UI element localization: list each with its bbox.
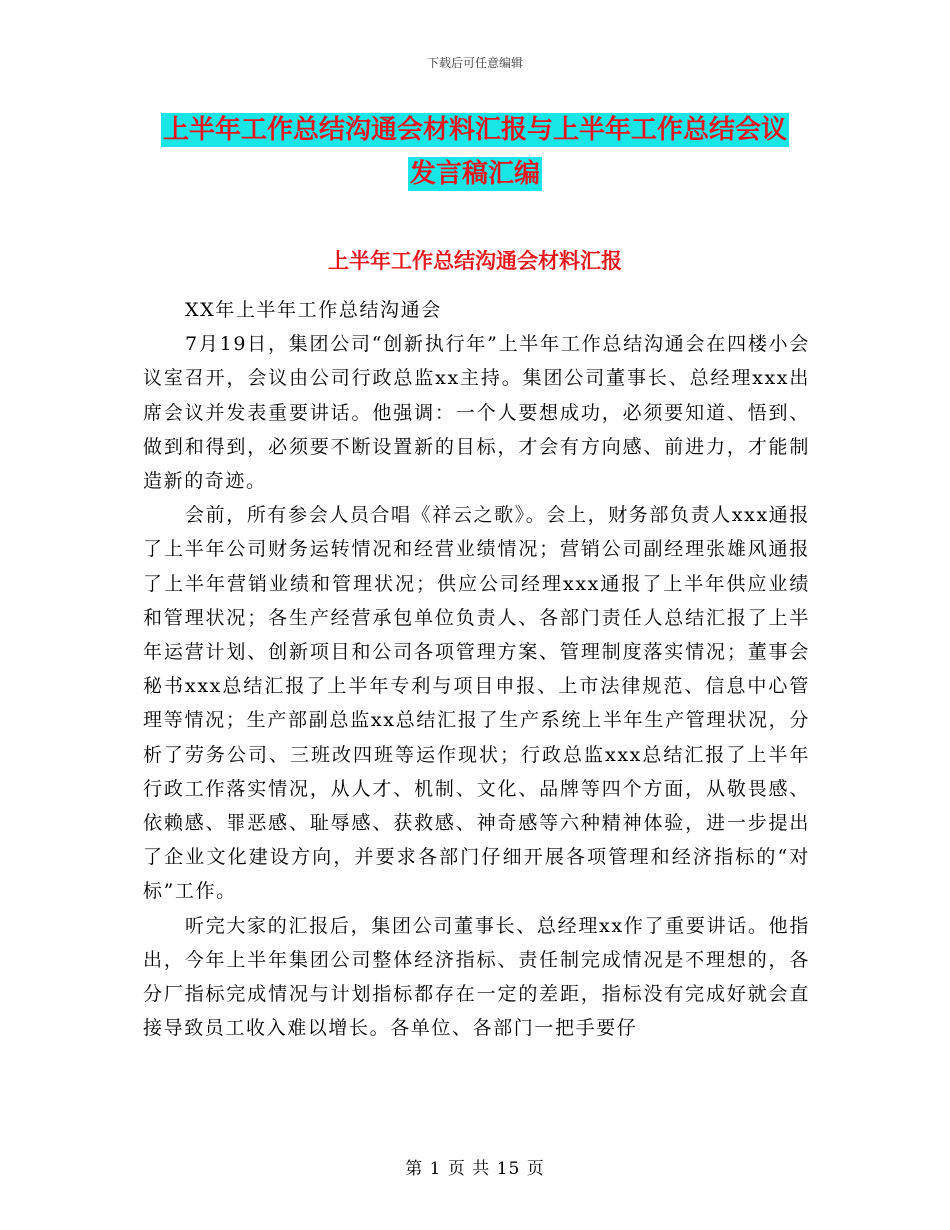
page-footer: 第 1 页 共 15 页 (405, 1159, 545, 1179)
document-title (150, 108, 800, 196)
document-body (143, 293, 810, 1045)
title-highlight: 上半年工作总结沟通会材料汇报与上半年工作总结会议发言稿汇编 (162, 115, 787, 189)
paragraph-subtitle: XX年上半年工作总结沟通会 (185, 299, 442, 321)
section-title: 上半年工作总结沟通会材料汇报 (328, 249, 622, 273)
header-note: 下载后可任意编辑 (426, 56, 523, 70)
paragraph: 7月19日，集团公司“创新执行年”上半年工作总结沟通会在四楼小会议室召开，会议由公司行政总监xx主持。集团公司董事长、总经理xxx出席会议并发表重要讲话。他强调：一个人要想成功，必须要知道、悟到、做到和得到，必须要不断设置新的目标，才会有方向感、前进力，才能制造新的奇迹。 (143, 333, 810, 493)
paragraph: 听完大家的汇报后，集团公司董事长、总经理xx作了重要讲话。他指出，今年上半年集团公司整体经济指标、责任制完成情况是不理想的，各分厂指标完成情况与计划指标都存在一定的差距，指标没有完成好就会直接导致员工收入难以增长。各单位、各部门一把手要仔 (143, 914, 810, 1040)
paragraph: 会前，所有参会人员合唱《祥云之歌》。会上，财务部负责人xxx通报了上半年公司财务运转情况和经营业绩情况；营销公司副经理张雄风通报了上半年营销业绩和管理状况；供应公司经理xxx通报了上半年供应业绩和管理状况；各生产经营承包单位负责人、各部门责任人总结汇报了上半年运营计划、创新项目和公司各项管理方案、管理制度落实情况；董事会秘书xxx总结汇报了上半年专利与项目申报、上市法律规范、信息中心管理等情况；生产部副总监xx总结汇报了生产系统上半年生产管理状况，分析了劳务公司、三班改四班等运作现状；行政总监xxx总结汇报了上半年行政工作落实情况，从人才、机制、文化、品牌等四个方面，从敬畏感、依赖感、罪恶感、耻辱感、获救感、神奇感等六种精神体验，进一步提出了企业文化建设方向，并要求各部门仔细开展各项管理和经济指标的“对标”工作。 (143, 504, 810, 903)
